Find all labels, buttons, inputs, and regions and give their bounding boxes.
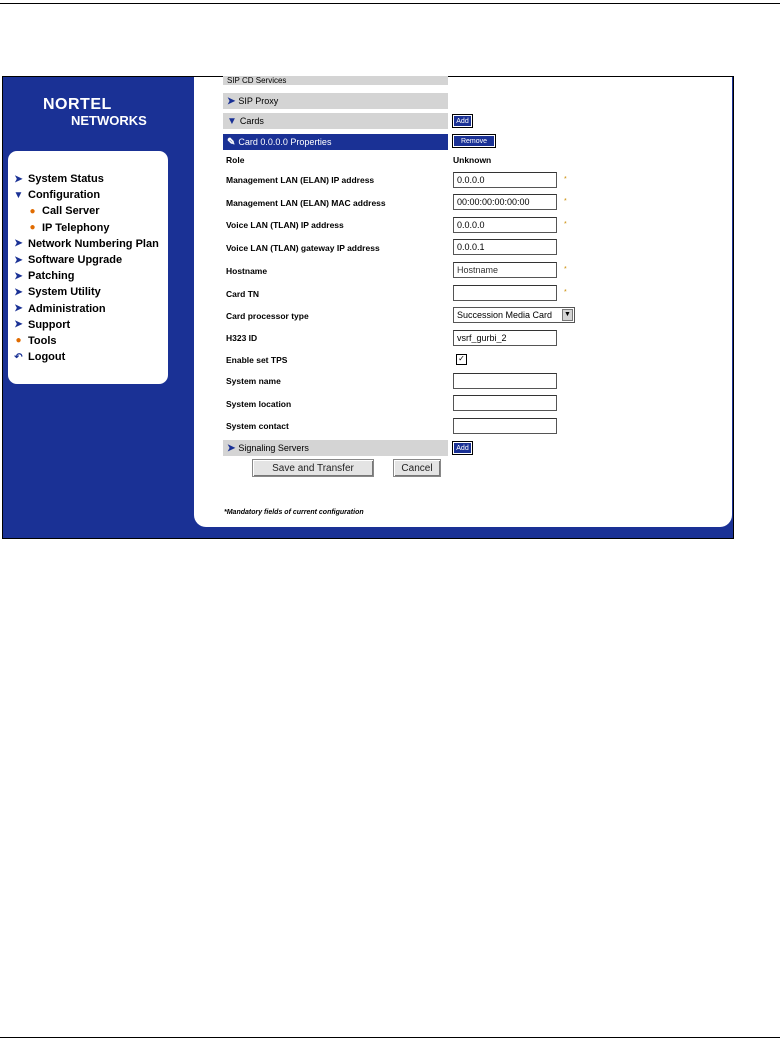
arrow-right-icon: ➤ bbox=[14, 270, 23, 282]
tlan-ip-input[interactable] bbox=[453, 217, 557, 233]
elan-mac-label: Management LAN (ELAN) MAC address bbox=[226, 198, 386, 208]
nav-logout[interactable] bbox=[8, 349, 168, 365]
section-label: Cards bbox=[239, 116, 264, 126]
nav-label: Patching bbox=[28, 270, 75, 283]
section-card-properties[interactable] bbox=[223, 134, 448, 150]
nav-label: IP Telephony bbox=[42, 221, 110, 234]
nav-support[interactable] bbox=[8, 317, 168, 333]
nav-network-numbering-plan[interactable] bbox=[8, 236, 168, 252]
card-icon: ✎ bbox=[227, 136, 236, 148]
nav-label: Software Upgrade bbox=[28, 254, 123, 267]
nav-configuration[interactable] bbox=[8, 187, 168, 203]
section-sip-cd-services[interactable] bbox=[223, 76, 448, 85]
page-bottom-rule bbox=[0, 1037, 780, 1038]
ball-icon: ● bbox=[29, 222, 36, 234]
nav-label: Logout bbox=[28, 351, 66, 364]
system-contact-input[interactable] bbox=[453, 418, 557, 434]
enable-tps-checkbox[interactable]: ✓ bbox=[456, 354, 467, 365]
system-contact-label: System contact bbox=[226, 421, 289, 431]
select-value: Succession Media Card bbox=[457, 310, 553, 320]
dropdown-arrow-icon[interactable]: ▼ bbox=[562, 309, 573, 321]
app-window bbox=[2, 76, 734, 539]
h323-id-label: H323 ID bbox=[226, 333, 258, 343]
arrow-right-icon: ➤ bbox=[227, 95, 236, 107]
arrow-right-icon: ➤ bbox=[14, 173, 23, 185]
enable-tps-label: Enable set TPS bbox=[226, 355, 288, 365]
arrow-right-icon: ➤ bbox=[14, 286, 23, 298]
arrow-right-icon: ➤ bbox=[14, 303, 23, 315]
nav-label: Administration bbox=[28, 302, 106, 315]
nav-administration[interactable] bbox=[8, 301, 168, 317]
nav-label: Configuration bbox=[28, 189, 101, 202]
add-signaling-server-button[interactable]: Add bbox=[453, 442, 472, 454]
logo-line2: NETWORKS bbox=[71, 113, 147, 128]
section-label: Card 0.0.0.0 Properties bbox=[238, 137, 332, 147]
tlan-gateway-label: Voice LAN (TLAN) gateway IP address bbox=[226, 243, 380, 253]
chevron-down-icon: ▼ bbox=[227, 115, 237, 127]
arrow-right-icon: ➤ bbox=[14, 319, 23, 331]
nav-tools[interactable] bbox=[8, 333, 168, 349]
nav-label: Network Numbering Plan bbox=[28, 237, 159, 250]
card-tn-input[interactable] bbox=[453, 285, 557, 301]
nav-label: Call Server bbox=[42, 205, 100, 218]
nav-menu bbox=[8, 151, 168, 384]
role-value: Unknown bbox=[453, 155, 492, 165]
h323-id-input[interactable] bbox=[453, 330, 557, 346]
nav-call-server[interactable] bbox=[8, 203, 168, 219]
save-and-transfer-button[interactable]: Save and Transfer bbox=[252, 459, 374, 477]
required-mark: * bbox=[564, 221, 567, 228]
nav-ip-telephony[interactable] bbox=[8, 220, 168, 236]
mandatory-footnote: *Mandatory fields of current configuration bbox=[224, 509, 364, 516]
nav-label: System Status bbox=[28, 173, 104, 186]
system-name-label: System name bbox=[226, 376, 281, 386]
required-mark: * bbox=[564, 289, 567, 296]
elan-ip-label: Management LAN (ELAN) IP address bbox=[226, 175, 375, 185]
system-location-label: System location bbox=[226, 399, 292, 409]
tlan-ip-label: Voice LAN (TLAN) IP address bbox=[226, 220, 344, 230]
arrow-right-icon: ➤ bbox=[227, 442, 236, 454]
nav-label: Support bbox=[28, 318, 71, 331]
main-content bbox=[194, 77, 732, 527]
cancel-button[interactable]: Cancel bbox=[393, 459, 441, 477]
arrow-right-icon: ➤ bbox=[14, 238, 23, 250]
required-mark: * bbox=[564, 198, 567, 205]
required-mark: * bbox=[564, 176, 567, 183]
remove-card-button[interactable]: Remove bbox=[453, 135, 495, 147]
ball-icon: ● bbox=[29, 205, 36, 217]
section-label: SIP Proxy bbox=[238, 96, 279, 106]
nav-label: System Utility bbox=[28, 286, 101, 299]
hostname-label: Hostname bbox=[226, 266, 268, 276]
ball-icon: ● bbox=[15, 335, 22, 347]
page-top-rule bbox=[0, 3, 780, 4]
card-processor-type-label: Card processor type bbox=[226, 311, 309, 321]
section-signaling-servers[interactable] bbox=[223, 440, 448, 456]
section-cards[interactable] bbox=[223, 113, 448, 129]
arrow-right-icon: ➤ bbox=[14, 254, 23, 266]
section-sip-proxy[interactable] bbox=[223, 93, 448, 109]
add-card-button[interactable]: Add bbox=[453, 115, 472, 127]
card-tn-label: Card TN bbox=[226, 289, 260, 299]
section-label: Signaling Servers bbox=[238, 443, 309, 453]
nav-patching[interactable] bbox=[8, 268, 168, 284]
nav-software-upgrade[interactable] bbox=[8, 252, 168, 268]
section-label: SIP CD Services bbox=[227, 75, 287, 85]
chevron-down-icon: ▼ bbox=[13, 189, 24, 201]
system-name-input[interactable] bbox=[453, 373, 557, 389]
nav-system-utility[interactable] bbox=[8, 284, 168, 300]
logout-icon: ↶ bbox=[14, 351, 23, 363]
required-mark: * bbox=[564, 266, 567, 273]
tlan-gateway-input[interactable] bbox=[453, 239, 557, 255]
card-processor-type-select[interactable] bbox=[453, 307, 575, 323]
nav-system-status[interactable] bbox=[8, 171, 168, 187]
nav-label: Tools bbox=[28, 334, 57, 347]
role-label: Role bbox=[226, 155, 245, 165]
system-location-input[interactable] bbox=[453, 395, 557, 411]
elan-ip-input[interactable] bbox=[453, 172, 557, 188]
nortel-logo bbox=[43, 97, 147, 129]
logo-line1: NORTEL bbox=[43, 96, 112, 113]
elan-mac-input[interactable] bbox=[453, 194, 557, 210]
hostname-input[interactable] bbox=[453, 262, 557, 278]
